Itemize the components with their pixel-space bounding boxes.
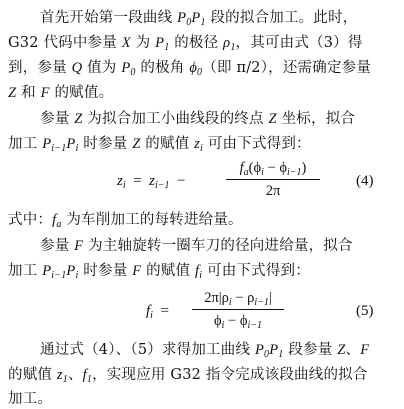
symbol: P xyxy=(66,136,76,152)
subscript: 1 xyxy=(278,349,284,360)
denominator: 2π xyxy=(265,183,281,199)
text: 为车削加工的每转进给量。 xyxy=(66,212,243,228)
subscript: i−1 xyxy=(254,297,269,308)
text: 和 xyxy=(21,85,36,101)
symbol: Z xyxy=(337,342,346,358)
symbol: z xyxy=(149,173,155,189)
equals: = xyxy=(160,303,169,319)
equation-number-5: (5) xyxy=(356,303,374,319)
subscript: i xyxy=(122,180,126,191)
text: 、 xyxy=(345,342,361,358)
symbol: Q xyxy=(71,60,83,76)
symbol: f xyxy=(52,212,57,228)
text: ϕ xyxy=(213,313,222,329)
para1-line3 xyxy=(8,58,398,78)
para4-line2 xyxy=(8,365,398,385)
symbol: P xyxy=(42,136,52,152)
subscript: i xyxy=(150,310,153,321)
text: 的极径 xyxy=(174,35,219,51)
text: 可由下式得到： xyxy=(207,136,311,152)
subscript: i xyxy=(75,143,79,154)
text: 的赋值。 xyxy=(54,85,114,101)
subscript: i−1 xyxy=(247,320,262,331)
symbol: Z xyxy=(8,85,17,101)
text: 坐标，拟合 xyxy=(281,111,356,127)
subscript: 0 xyxy=(264,349,270,360)
equation-number-4: (4) xyxy=(356,173,374,189)
subscript: 1 xyxy=(62,374,68,385)
text: 的赋值 xyxy=(8,367,53,383)
symbol: F xyxy=(74,238,84,254)
equation-4-lhs xyxy=(117,173,185,190)
para1-line2 xyxy=(8,33,398,53)
denominator xyxy=(192,310,284,330)
text: 的赋值 xyxy=(146,263,191,279)
subscript: i−1 xyxy=(154,180,170,191)
text: G32 代码中参量 xyxy=(8,35,117,51)
text: 2π|ρ xyxy=(204,290,229,306)
text: 的极角 xyxy=(140,60,185,76)
text: − ρ xyxy=(231,290,255,306)
symbol: f xyxy=(82,367,87,383)
equation-5-fraction xyxy=(192,290,284,330)
para4-line1 xyxy=(40,340,398,360)
symbol: ϕ xyxy=(189,60,198,76)
text: 式中： xyxy=(8,212,53,228)
symbol: z xyxy=(56,367,63,383)
subscript: 0 xyxy=(130,67,136,78)
symbol: F xyxy=(132,263,142,279)
text: ) xyxy=(301,160,307,176)
para2-line1 xyxy=(40,109,398,129)
symbol: f xyxy=(195,263,200,279)
para4-line3: 加工。 xyxy=(8,391,53,407)
text: 参量 xyxy=(40,111,70,127)
subscript: 1 xyxy=(230,42,236,53)
text: ，实现应用 G32 指令完成该段曲线的拟合 xyxy=(92,367,368,383)
text: 到，参量 xyxy=(8,60,67,76)
subscript: i xyxy=(199,270,203,281)
subscript: i xyxy=(228,297,232,308)
subscript: a xyxy=(56,219,62,230)
text: 可由下式得到： xyxy=(207,263,310,279)
text: − ϕ xyxy=(224,313,248,329)
symbol: F xyxy=(40,85,50,101)
subscript: a xyxy=(243,167,249,178)
text: 的赋值 xyxy=(145,136,190,152)
text: 为拟合加工小曲线段的终点 xyxy=(87,111,264,127)
equation-5-lhs xyxy=(146,303,169,320)
subscript: i−1 xyxy=(51,270,67,281)
subscript: 1 xyxy=(200,17,206,28)
symbol: X xyxy=(121,35,131,51)
where-line xyxy=(8,210,398,230)
text: ，其可由式（3）得 xyxy=(235,35,363,51)
subscript: 0 xyxy=(197,67,203,78)
symbol: Z xyxy=(132,136,141,152)
symbol: P xyxy=(155,35,165,51)
subscript: i xyxy=(261,167,264,178)
equals: = xyxy=(133,173,142,189)
subscript: 1 xyxy=(164,42,170,53)
subscript: 1 xyxy=(86,374,93,385)
text: 加工 xyxy=(8,136,38,152)
para2-line2 xyxy=(8,134,398,154)
text: | xyxy=(268,290,272,306)
subscript: 0 xyxy=(186,17,192,28)
text: 加工 xyxy=(8,263,38,279)
minus: − xyxy=(176,173,186,189)
symbol: P xyxy=(177,10,187,26)
para1-line1 xyxy=(40,8,398,28)
symbol: Z xyxy=(74,111,83,127)
symbol: P xyxy=(191,10,201,26)
symbol: Z xyxy=(268,111,277,127)
subscript: i xyxy=(221,320,225,331)
numerator xyxy=(192,290,284,310)
symbol: z xyxy=(194,136,201,152)
numerator xyxy=(226,160,320,180)
text: 段的拟合加工。此时， xyxy=(210,10,358,26)
text: 时参量 xyxy=(83,263,128,279)
symbol: F xyxy=(360,342,370,358)
para3-line2 xyxy=(8,261,398,281)
symbol: ρ xyxy=(223,35,231,51)
text: （即 π/2），还需确定参量 xyxy=(202,60,372,76)
text: 参量 xyxy=(40,238,70,254)
text: (ϕ xyxy=(248,160,262,176)
subscript: i−1 xyxy=(286,167,302,178)
symbol: P xyxy=(42,263,52,279)
text: 为主轴旋转一圈车刀的径向进给量，拟合 xyxy=(88,238,353,254)
subscript: i xyxy=(75,270,79,281)
para3-line1 xyxy=(40,236,398,256)
text: 为 xyxy=(135,35,151,51)
symbol: P xyxy=(269,342,279,358)
subscript: i xyxy=(200,143,204,154)
text: 时参量 xyxy=(83,136,128,152)
symbol: P xyxy=(121,60,131,76)
text: 首先开始第一段曲线 xyxy=(40,10,173,26)
text: − ϕ xyxy=(263,160,287,176)
symbol: f xyxy=(146,303,151,319)
subscript: i−1 xyxy=(51,143,67,154)
para1-line4 xyxy=(8,83,398,103)
symbol: P xyxy=(254,342,265,358)
text: 值为 xyxy=(87,60,117,76)
text: 通过式（4）、（5）求得加工曲线 xyxy=(40,342,251,358)
equation-4-fraction xyxy=(226,160,320,200)
text: 、 xyxy=(67,367,83,383)
symbol: P xyxy=(66,263,76,279)
symbol: f xyxy=(239,160,244,176)
text: 段参量 xyxy=(288,342,333,358)
symbol: z xyxy=(117,173,123,189)
